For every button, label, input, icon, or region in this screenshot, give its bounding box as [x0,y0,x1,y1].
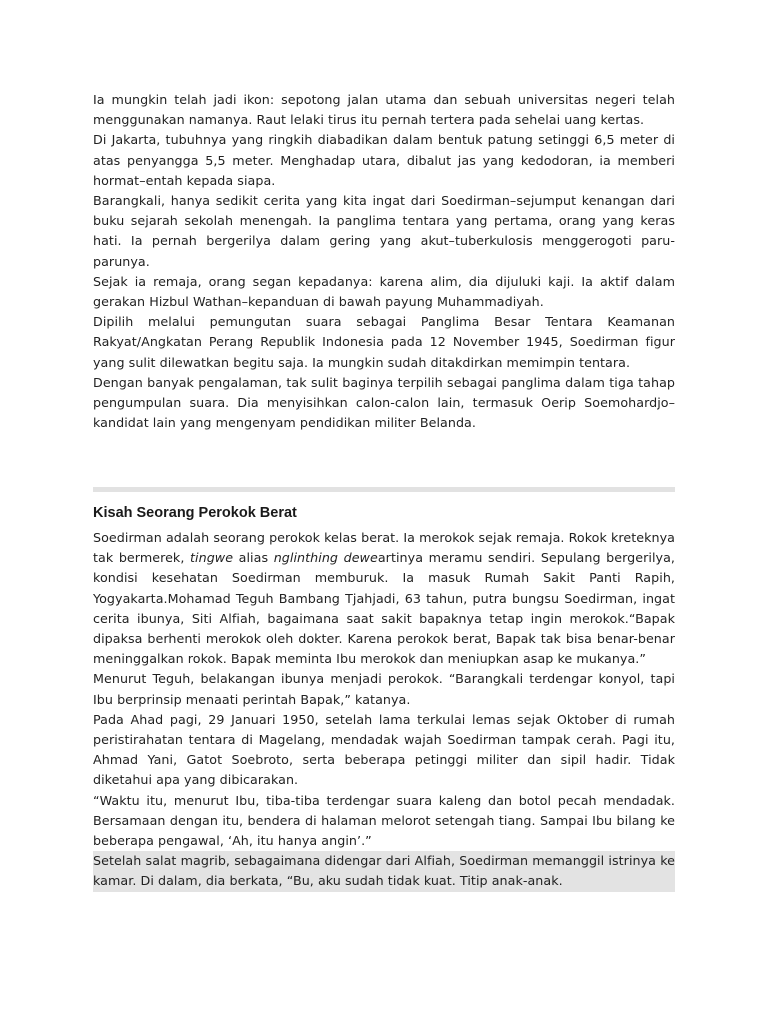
section-heading: Kisah Seorang Perokok Berat [93,505,297,521]
intro-section [93,90,675,433]
paragraph: “Waktu itu, menurut Ibu, tiba-tiba terdengar suara kaleng dan botol pecah mendadak. Bersamaan dengan itu, bendera di halaman melorot setengah tiang. Sampai Ibu bilang ke beberapa pengawal, ‘Ah, itu hanya angin’.” [93,792,675,849]
paragraph: Dengan banyak pengalaman, tak sulit baginya terpilih sebagai panglima dalam tiga tahap pengumpulan suara. Dia menyisihkan calon-calon lain, termasuk Oerip Soemohardjo–kandidat lain yang mengenyam pendidikan militer Belanda. [93,374,675,431]
paragraph: Di Jakarta, tubuhnya yang ringkih diabadikan dalam bentuk patung setinggi 6,5 meter di atas penyangga 5,5 meter. Menghadap utara, dibalut jas yang kedodoran, ia memberi hormat–entah kepada siapa. [93,132,675,188]
paragraph [93,528,675,669]
paragraph: Menurut Teguh, belakangan ibunya menjadi perokok. “Barangkali terdengar konyol, tapi Ibu berprinsip menaati perintah Bapak,” katanya. [93,671,675,707]
paragraph: Pada Ahad pagi, 29 Januari 1950, setelah lama terkulai lemas sejak Oktober di rumah peristirahatan tentara di Magelang, mendadak wajah Soedirman tampak cerah. Pagi itu, Ahmad Yani, Gatot Soebroto, serta beberapa petinggi militer dan sipil hadir. Tidak diketahui apa yang dibicarakan. [93,711,675,788]
highlighted-paragraph: Setelah salat magrib, sebagaimana didengar dari Alfiah, Soedirman memanggil istrinya ke kamar. Di dalam, dia berkata, “Bu, aku sudah tidak kuat. Titip anak-anak. [93,851,675,891]
paragraph: Barangkali, hanya sedikit cerita yang kita ingat dari Soedirman–sejumput kenangan dari buku sejarah sekolah menengah. Ia panglima tentara yang pertama, orang yang keras hati. Ia pernah bergerilya dalam gering yang akut–tuberkulosis menggerogoti paru-parunya. [93,193,675,269]
paragraph: Sejak ia remaja, orang segan kepadanya: karena alim, dia dijuluki kaji. Ia aktif dalam gerakan Hizbul Wathan–kepanduan di bawah payung Muhammadiyah. [93,273,675,310]
text-run: artinya meramu sendiri. Sepulang bergerilya, kondisi kesehatan Soedirman memburuk. Ia masuk Rumah Sakit Panti Rapih, Yogyakarta.Mohamad Teguh Bambang Tjahjadi, 63 tahun, putra bungsu Soedirman, ingat cerita ibunya, Siti Alfiah, bagaimana saat sakit bapaknya tetap ingin merokok.“Bapak dipaksa berhenti merokok oleh dokter. Karena perokok berat, Bapak tak bisa benar-benar meninggalkan rokok. Bapak meminta Ibu merokok dan meniupkan asap ke mukanya.” [93,550,675,667]
text-run: alias [233,550,274,566]
paragraph: Ia mungkin telah jadi ikon: sepotong jalan utama dan sebuah universitas negeri telah menggunakan namanya. Raut lelaki tirus itu pernah tertera pada sehelai uang kertas. [93,92,675,128]
paragraph: Dipilih melalui pemungutan suara sebagai Panglima Besar Tentara Keamanan Rakyat/Angkatan Perang Republik Indonesia pada 12 November 1945, Soedirman figur yang sulit dilewatkan begitu saja. Ia mungkin sudah ditakdirkan memimpin tentara. [93,314,675,370]
italic-term: tingwe [190,550,234,566]
story-section [93,504,675,892]
text-run: Soedirman adalah seorang perokok kelas berat. Ia merokok sejak remaja. Rokok kreteknya tak bermerek, [93,530,675,566]
section-divider [93,487,675,492]
italic-term: nglinthing dewe [273,550,378,566]
